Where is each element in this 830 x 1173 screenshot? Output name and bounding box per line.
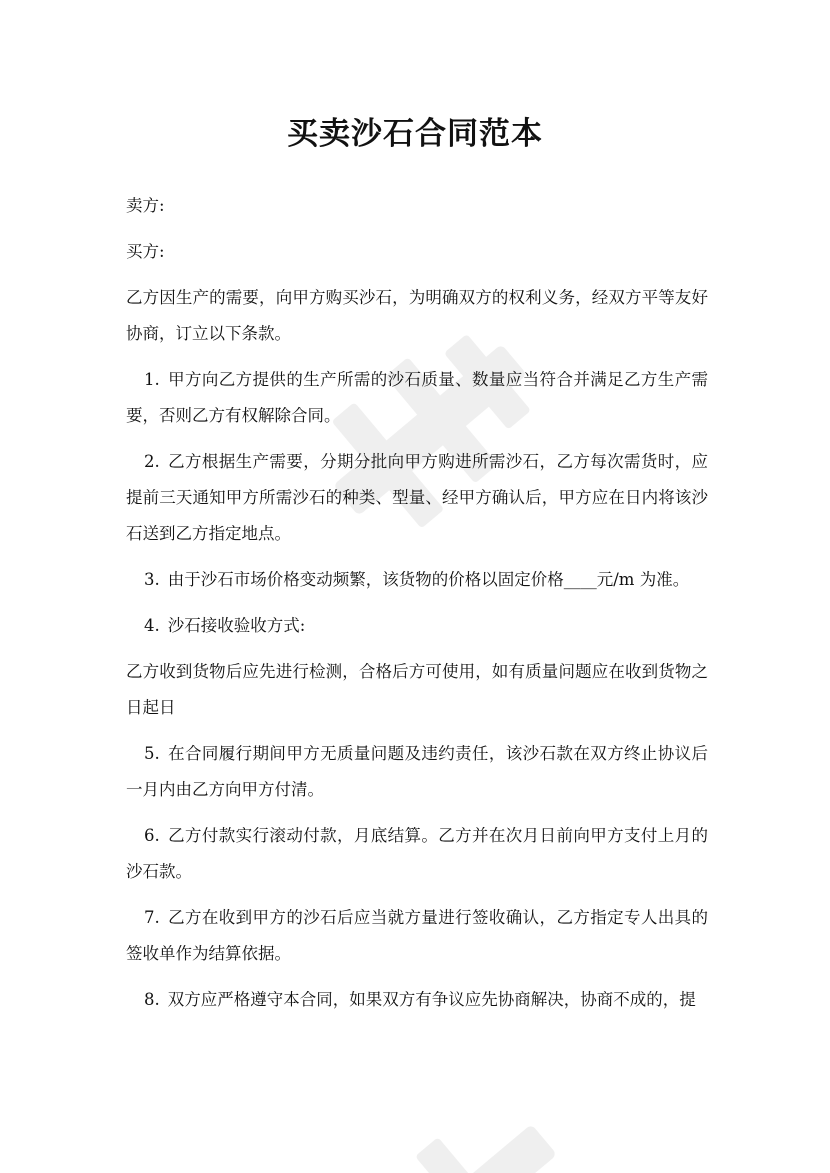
intro-paragraph: 乙方因生产的需要，向甲方购买沙石，为明确双方的权利义务，经双方平等友好协商，订立以下条款。 [126,288,708,343]
clause-3 [126,562,708,598]
clause-number: 7. [144,908,160,927]
clause-text: 乙方根据生产需要，分期分批向甲方购进所需沙石，乙方每次需货时，应提前三天通知甲方所需沙石的种类、型量、经甲方确认后，甲方应在日内将该沙石送到乙方指定地点。 [126,452,708,543]
watermark-icon [330,1080,590,1173]
clause-8 [126,982,708,1018]
clause-5 [126,736,708,808]
clause-4 [126,608,708,644]
clause-text: 在合同履行期间甲方无质量问题及违约责任，该沙石款在双方终止协议后一月内由乙方向甲方付清。 [126,744,708,799]
clause-text: 乙方付款实行滚动付款，月底结算。乙方并在次月日前向甲方支付上月的沙石款。 [126,826,708,881]
clause-text: 沙石接收验收方式: [167,616,306,635]
buyer-line: 买方: [126,242,165,261]
clause-text: 由于沙石市场价格变动频繁，该货物的价格以固定价格____元/m 为准。 [167,570,690,589]
clause-text: 乙方在收到甲方的沙石后应当就方量进行签收确认，乙方指定专人出具的签收单作为结算依据。 [126,908,708,963]
clause-number: 8. [144,990,160,1009]
clause-number: 6. [144,826,160,845]
clause-2 [126,444,708,552]
clause-text: 双方应严格遵守本合同，如果双方有争议应先协商解决，协商不成的，提 [167,990,696,1009]
clause-6 [126,818,708,890]
document-title: 买卖沙石合同范本 [287,116,543,152]
clause-number: 4. [144,616,160,635]
clause-number: 5. [144,744,160,763]
clause-7 [126,900,708,972]
clause-number: 3. [144,570,160,589]
seller-line: 卖方: [126,196,165,215]
clause-number: 1. [144,370,160,389]
clause-number: 2. [144,452,160,471]
document-body [126,188,708,1028]
clause-text: 甲方向乙方提供的生产所需的沙石质量、数量应当符合并满足乙方生产需要，否则乙方有权解除合同。 [126,370,708,425]
inspection-paragraph: 乙方收到货物后应先进行检测，合格后方可使用，如有质量问题应在收到货物之日起日 [126,662,708,717]
clause-1 [126,362,708,434]
